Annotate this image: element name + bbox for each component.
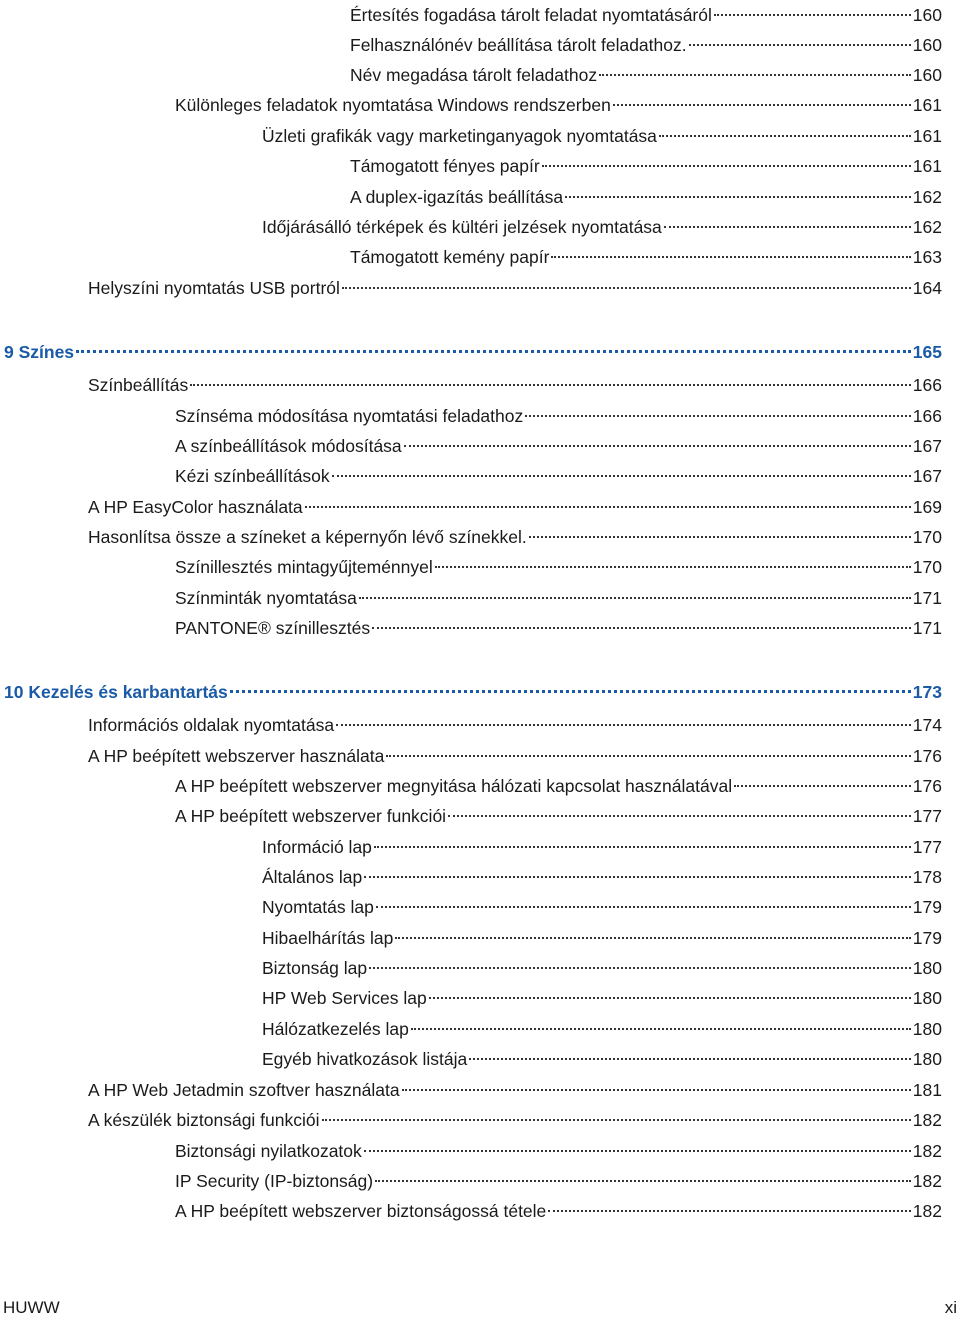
toc-entry[interactable] [175,434,942,458]
toc-entry-page: 163 [912,247,942,267]
toc-chapter-page: 173 [912,682,942,702]
dot-leader [714,14,911,16]
toc-entry-title: Hálózatkezelés lap [262,1019,409,1039]
toc-entry-title: Név megadása tárolt feladathoz [350,65,598,85]
toc-entry-title: A HP beépített webszerver funkciói [175,806,447,826]
toc-entry-page: 181 [912,1080,942,1100]
toc-entry[interactable] [175,93,942,117]
toc-entry-title: A színbeállítások módosítása [175,436,402,456]
toc-entry[interactable] [88,713,942,737]
dot-leader [404,445,911,447]
dot-leader [395,937,910,939]
toc-entry-page: 178 [912,867,942,887]
toc-entry[interactable] [350,63,942,87]
toc-entry-title: A HP EasyColor használata [88,497,303,517]
toc-entry-title: Egyéb hivatkozások listája [262,1049,468,1069]
dot-leader [565,196,911,198]
toc-entry-title: IP Security (IP-biztonság) [175,1171,374,1191]
toc-entry-page: 161 [912,156,942,176]
dot-leader [448,815,911,817]
dot-leader [551,256,910,258]
toc-entry-page: 176 [912,776,942,796]
dot-leader [525,415,911,417]
toc-entry-page: 162 [912,187,942,207]
toc-entry-title: Biztonság lap [262,958,368,978]
dot-leader [529,536,911,538]
footer-page-number: xi [944,1298,957,1317]
toc-entry-title: Különleges feladatok nyomtatása Windows rendszerben [175,95,611,115]
dot-leader [364,876,911,878]
toc-entry-title: Színillesztés mintagyűjteménnyel [175,557,433,577]
toc-entry-title: HP Web Services lap [262,988,427,1008]
toc-entry-title: Támogatott kemény papír [350,247,550,267]
toc-entry-page: 180 [912,1049,942,1069]
toc-entry-title: A HP beépített webszerver biztonságossá tétele [175,1201,547,1221]
toc-entry[interactable] [175,586,942,610]
dot-leader [469,1058,911,1060]
dot-leader [435,566,911,568]
toc-entry-page: 180 [912,1019,942,1039]
dot-leader [190,384,911,386]
toc-entry[interactable] [88,276,942,300]
toc-entry[interactable] [88,495,942,519]
toc-entry-title: Kézi színbeállítások [175,466,330,486]
toc-entry-page: 180 [912,988,942,1008]
toc-entry-page: 164 [912,278,942,298]
toc-entry[interactable] [175,464,942,488]
toc-entry[interactable] [262,956,942,980]
toc-entry[interactable] [262,986,942,1010]
dot-leader [548,1210,911,1212]
toc-entry[interactable] [175,1139,942,1163]
toc-entry[interactable] [175,555,942,579]
footer-document-code: HUWW [3,1298,60,1317]
dot-leader [372,627,911,629]
toc-entry-title: A készülék biztonsági funkciói [88,1110,320,1130]
toc-entry-title: Felhasználónév beállítása tárolt feladathoz. [350,35,687,55]
toc-entry-title: Támogatott fényes papír [350,156,540,176]
toc-entry[interactable] [262,835,942,859]
toc-entry-title: Színbeállítás [88,375,189,395]
toc-entry-title: Hasonlítsa össze a színeket a képernyőn lévő színekkel. [88,527,527,547]
toc-entry-page: 179 [912,897,942,917]
toc-entry[interactable] [350,245,942,269]
dot-leader [332,475,911,477]
toc-entry-title: Üzleti grafikák vagy marketinganyagok nyomtatása [262,126,657,146]
toc-chapter-9[interactable] [4,340,942,364]
toc-entry-page: 166 [912,375,942,395]
dot-leader [613,104,911,106]
toc-entry-title: Helyszíni nyomtatás USB portról [88,278,340,298]
dot-leader [374,846,911,848]
toc-entry[interactable] [175,616,942,640]
toc-entry[interactable] [350,185,942,209]
toc-chapter-title: 10 Kezelés és karbantartás [4,682,228,702]
dot-leader [369,967,911,969]
toc-entry[interactable] [175,404,942,428]
toc-entry-page: 171 [912,588,942,608]
toc-entry-page: 171 [912,618,942,638]
dot-leader [364,1150,911,1152]
toc-entry[interactable] [262,865,942,889]
dot-leader [342,287,911,289]
toc-entry-page: 182 [912,1201,942,1221]
toc-entry-title: Színminták nyomtatása [175,588,357,608]
dot-leader [411,1028,911,1030]
toc-entry-page: 180 [912,958,942,978]
toc-entry[interactable] [350,3,942,27]
toc-entry-page: 162 [912,217,942,237]
toc-entry-title: Hibaelhárítás lap [262,928,394,948]
toc-entry[interactable] [262,1047,942,1071]
toc-entry-page: 161 [912,126,942,146]
dot-leader [305,506,911,508]
toc-entry[interactable] [262,895,942,919]
dot-leader [664,226,911,228]
dot-leader [542,165,911,167]
toc-entry-page: 182 [912,1141,942,1161]
dot-leader [689,44,911,46]
toc-entry-page: 176 [912,746,942,766]
toc-entry-title: A HP beépített webszerver használata [88,746,385,766]
toc-entry[interactable] [262,1017,942,1041]
toc-entry-title: A duplex-igazítás beállítása [350,187,564,207]
dot-leader [386,755,910,757]
toc-entry[interactable] [88,1108,942,1132]
dot-leader [734,785,911,787]
dot-leader [376,906,911,908]
toc-entry-page: 160 [912,35,942,55]
toc-entry-title: Nyomtatás lap [262,897,374,917]
toc-entry-page: 182 [912,1110,942,1130]
toc-entry-title: Biztonsági nyilatkozatok [175,1141,362,1161]
toc-entry[interactable] [88,373,942,397]
toc-entry-title: Információ lap [262,837,372,857]
toc-entry[interactable] [88,744,942,768]
dot-leader [230,690,911,693]
dot-leader [659,135,911,137]
toc-entry[interactable] [88,525,942,549]
toc-entry-page: 177 [912,837,942,857]
toc-entry[interactable] [175,1169,942,1193]
toc-entry-page: 182 [912,1171,942,1191]
toc-entry-title: PANTONE® színillesztés [175,618,371,638]
toc-entry-page: 160 [912,5,942,25]
dot-leader [402,1089,911,1091]
toc-entry-page: 179 [912,928,942,948]
toc-entry-title: Színséma módosítása nyomtatási feladathoz [175,406,524,426]
toc-entry-page: 177 [912,806,942,826]
toc-entry-page: 169 [912,497,942,517]
dot-leader [76,350,911,353]
toc-entry[interactable] [88,1078,942,1102]
toc-entry-page: 161 [912,95,942,115]
toc-entry[interactable] [175,774,942,798]
toc-entry-title: A HP beépített webszerver megnyitása hálózati kapcsolat használatával [175,776,733,796]
toc-chapter-title: 9 Színes [4,342,75,362]
toc-entry[interactable] [262,215,942,239]
toc-entry-page: 167 [912,436,942,456]
toc-entry-page: 160 [912,65,942,85]
toc-entry[interactable] [262,124,942,148]
toc-entry[interactable] [175,1199,942,1223]
toc-entry-title: A HP Web Jetadmin szoftver használata [88,1080,400,1100]
toc-entry[interactable] [262,926,942,950]
toc-entry[interactable] [175,804,942,828]
dot-leader [336,724,911,726]
toc-entry[interactable] [350,33,942,57]
toc-entry[interactable] [350,154,942,178]
toc-entry-title: Információs oldalak nyomtatása [88,715,335,735]
dot-leader [359,597,911,599]
toc-entry-page: 167 [912,466,942,486]
toc-chapter-10[interactable] [4,680,942,704]
toc-entry-page: 170 [912,527,942,547]
dot-leader [599,74,911,76]
dot-leader [429,997,911,999]
dot-leader [375,1180,911,1182]
toc-entry-page: 170 [912,557,942,577]
toc-entry-title: Időjárásálló térképek és kültéri jelzések nyomtatása [262,217,662,237]
dot-leader [322,1119,911,1121]
toc-entry-title: Általános lap [262,867,363,887]
toc-entry-title: Értesítés fogadása tárolt feladat nyomtatásáról [350,5,712,25]
toc-entry-page: 174 [912,715,942,735]
toc-chapter-page: 165 [912,342,942,362]
toc-entry-page: 166 [912,406,942,426]
